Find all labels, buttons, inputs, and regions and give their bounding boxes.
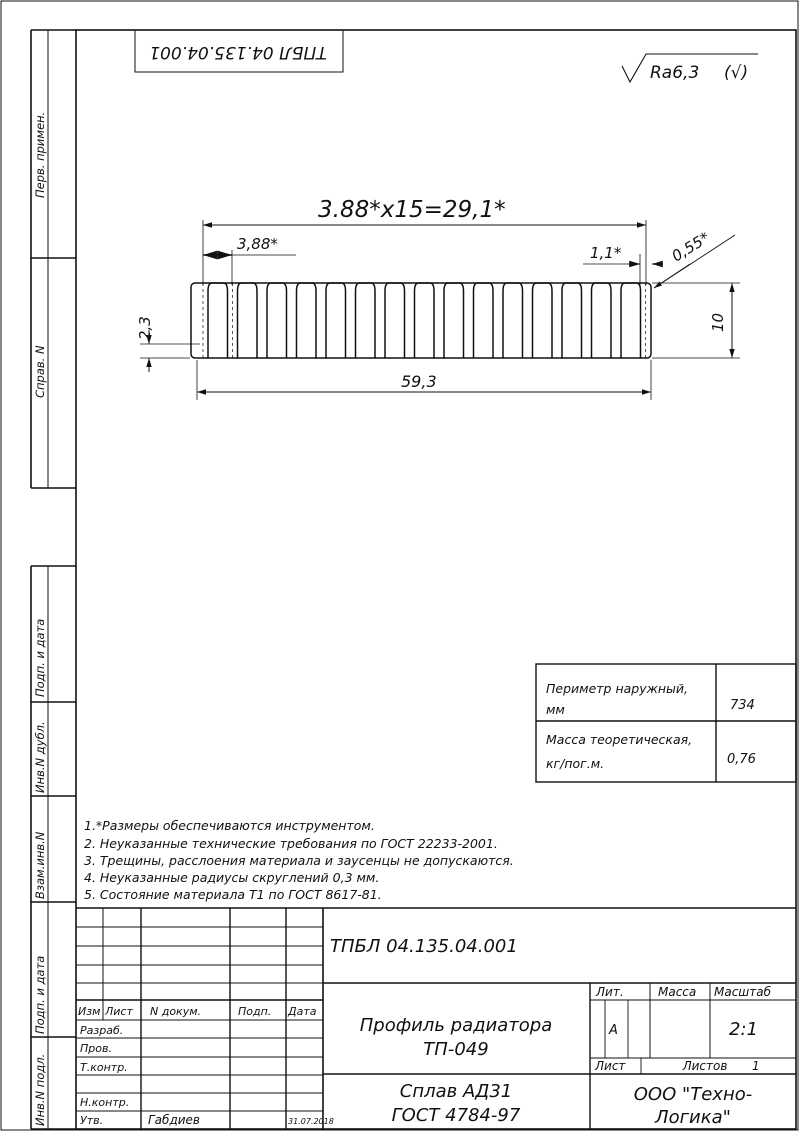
mass-label-2: кг/пог.м.	[546, 756, 605, 771]
side-perv-primen: Перв. примен.	[33, 111, 47, 198]
material-1: Сплав АД31	[399, 1081, 513, 1102]
note-3: 3. Трещины, расслоения материала и заусенцы не допускаются.	[84, 853, 514, 868]
col-izm: Изм	[78, 1005, 101, 1018]
profile-slot	[326, 283, 346, 358]
mass-value: 0,76	[727, 752, 756, 767]
profile-slot	[238, 283, 258, 358]
doc-number: ТПБЛ 04.135.04.001	[330, 936, 518, 957]
row-tkontr: Т.контр.	[80, 1061, 128, 1074]
perimeter-value: 734	[730, 698, 755, 713]
mass-label-1: Масса теоретическая,	[546, 732, 693, 747]
profile-slot	[297, 283, 317, 358]
profile-slot	[533, 283, 553, 358]
note-1: 1.*Размеры обеспечиваются инструментом.	[84, 818, 375, 833]
massa-header: Масса	[658, 985, 697, 999]
org-1: ООО "Техно-	[633, 1084, 753, 1105]
side-podp-data-2: Подп. и дата	[33, 955, 47, 1034]
note-5: 5. Состояние материала Т1 по ГОСТ 8617-81.	[84, 887, 382, 902]
col-n-dokum: N докум.	[150, 1005, 202, 1018]
side-sprav-n: Справ. N	[33, 345, 47, 398]
col-data: Дата	[288, 1005, 317, 1018]
row-prov: Пров.	[80, 1042, 112, 1055]
part-name-1: Профиль радиатора	[359, 1015, 553, 1036]
col-list: Лист	[105, 1005, 133, 1018]
side-inv-dubl: Инв.N дубл.	[33, 721, 47, 793]
side-vzam-inv: Взам.инв.N	[33, 831, 47, 899]
lit-value: А	[609, 1023, 618, 1038]
profile-slot	[208, 283, 228, 358]
part-name-2: ТП-049	[423, 1039, 489, 1060]
profile-slot	[267, 283, 287, 358]
material-2: ГОСТ 4784-97	[391, 1105, 521, 1126]
profile-slot	[621, 283, 641, 358]
utv-name: Габдиев	[148, 1113, 200, 1127]
dim-wall-text: 0,55*	[668, 228, 713, 266]
note-2: 2. Неуказанные технические требования по ГОСТ 22233-2001.	[84, 836, 498, 851]
row-utv: Утв.	[80, 1114, 104, 1127]
note-4: 4. Неуказанные радиусы скруглений 0,3 мм.	[84, 870, 380, 885]
row-razrab: Разраб.	[80, 1024, 124, 1037]
masshtab-header: Масштаб	[714, 985, 772, 999]
profile-slot	[385, 283, 405, 358]
list-label: Лист	[595, 1059, 626, 1073]
utv-date: 31.07.2018	[288, 1117, 334, 1126]
row-nkontr: Н.контр.	[80, 1096, 130, 1109]
dim-pitch-text: 3,88*	[237, 235, 278, 253]
dim-slot-text: 1,1*	[590, 244, 622, 262]
inner-frame	[76, 30, 796, 1129]
perimeter-label-1: Периметр наружный,	[546, 681, 689, 696]
lit-header: Лит.	[596, 985, 624, 999]
dim-total-pitch-text: 3.88*x15=29,1*	[318, 197, 506, 223]
profile-slot	[592, 283, 612, 358]
side-inv-podl: Инв.N подл.	[33, 1053, 47, 1126]
listov-value: 1	[752, 1059, 760, 1073]
dim-pitch	[203, 250, 296, 285]
top-stamp-text: ТПБЛ 04.135.04.001	[149, 42, 327, 62]
org-2: Логика"	[655, 1107, 731, 1128]
dim-height-text: 10	[709, 312, 727, 332]
sheet-edge	[1, 1, 798, 1130]
side-podp-data-1: Подп. и дата	[33, 618, 47, 697]
perimeter-label-2: мм	[546, 702, 565, 717]
dim-depth-text: 2,3	[136, 316, 154, 340]
listov-label: Листов	[682, 1059, 728, 1073]
profile-slot	[503, 283, 523, 358]
profile-slot	[444, 283, 464, 358]
profile-slot	[356, 283, 376, 358]
scale-value: 2:1	[729, 1019, 758, 1040]
col-podp: Подп.	[238, 1005, 272, 1018]
roughness-suffix: (√)	[724, 63, 749, 83]
radiator-profile	[191, 283, 651, 360]
profile-slot	[562, 283, 582, 358]
profile-slot	[415, 283, 435, 358]
profile-slot	[474, 283, 494, 358]
roughness-value: Ra6,3	[650, 63, 700, 83]
roughness-symbol	[622, 54, 758, 83]
dim-width-text: 59,3	[401, 372, 437, 391]
